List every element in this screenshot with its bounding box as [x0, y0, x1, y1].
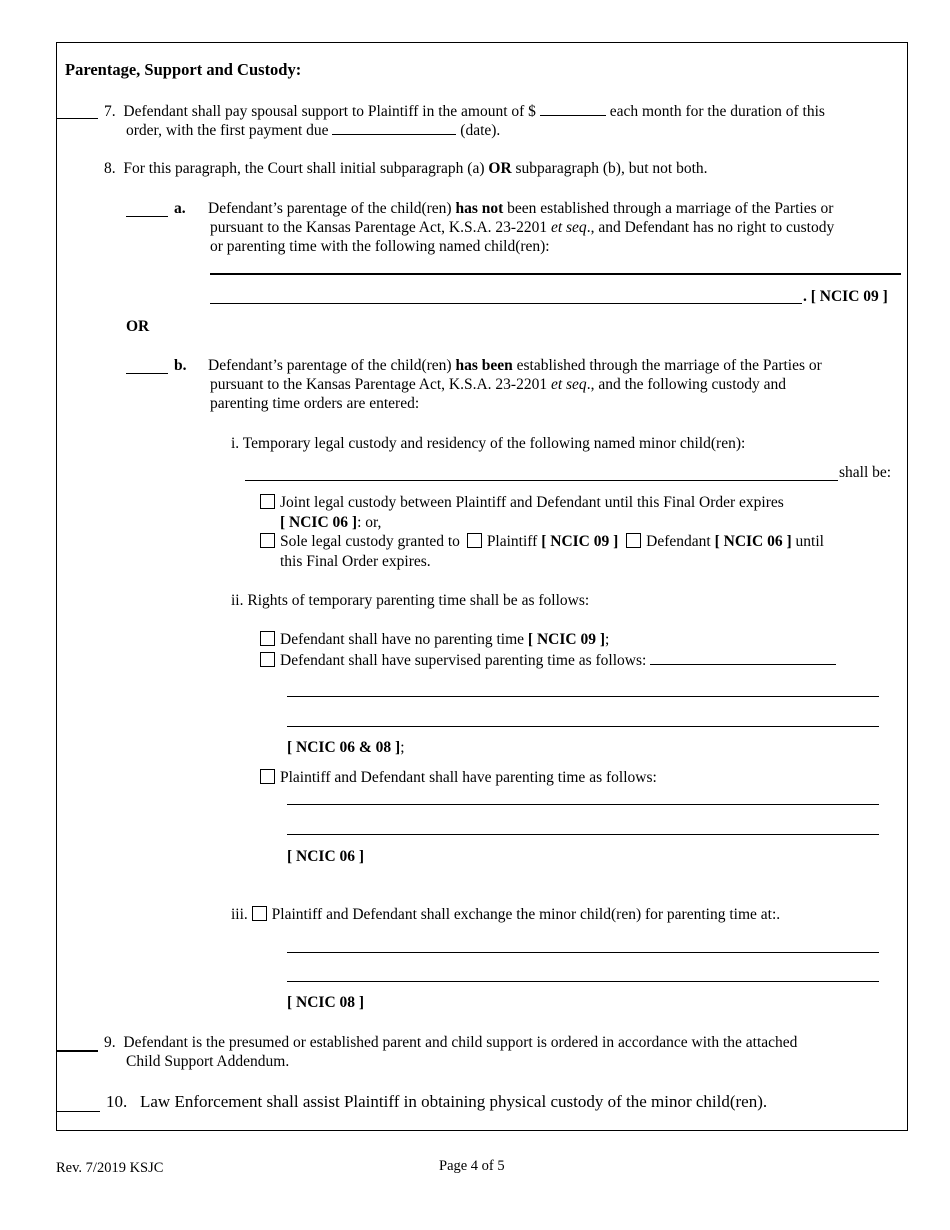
sole-custody-checkbox[interactable]	[260, 533, 275, 548]
no-parenting-row: Defendant shall have no parenting time [ NCIC 09 ];	[260, 630, 609, 649]
sole-defendant-checkbox[interactable]	[626, 533, 641, 548]
pa-label: a.	[174, 200, 186, 217]
supervised-line2[interactable]	[287, 726, 879, 727]
first-payment-date-field[interactable]	[332, 120, 456, 135]
pa-initial-line[interactable]	[126, 216, 168, 217]
footer-page-number: Page 4 of 5	[439, 1158, 505, 1174]
exchange-line1[interactable]	[287, 952, 879, 953]
supervised-row: Defendant shall have supervised parenting time as follows:	[260, 650, 836, 670]
pb-initial-line[interactable]	[126, 373, 168, 374]
pb-line1: Defendant’s parentage of the child(ren) has been established through the marriage of the Parties or	[208, 357, 822, 374]
p9-line1: 9. Defendant is the presumed or established parent and child support is ordered in accordance with the attached	[104, 1034, 798, 1051]
supervised-details-field[interactable]	[650, 650, 836, 665]
both-parenting-ncic: [ NCIC 06 ]	[287, 848, 365, 865]
p8-intro: 8. For this paragraph, the Court shall initial subparagraph (a) OR subparagraph (b), but not both.	[104, 160, 708, 177]
p9-initial-line[interactable]	[56, 1050, 98, 1052]
exchange-line2[interactable]	[287, 981, 879, 982]
sole-custody-row: Sole legal custody granted to Plaintiff [ NCIC 09 ] Defendant [ NCIC 06 ] until	[260, 532, 824, 551]
joint-custody-ncic: [ NCIC 06 ]: or,	[280, 514, 382, 531]
p10-text: 10. Law Enforcement shall assist Plaintiff in obtaining physical custody of the minor child(ren).	[106, 1092, 768, 1111]
footer-revision: Rev. 7/2019 KSJC	[56, 1160, 164, 1176]
or-label: OR	[126, 318, 150, 335]
custody-children-line[interactable]	[245, 480, 838, 481]
shall-be-label: shall be:	[839, 464, 892, 481]
pa-line3: or parenting time with the following named child(ren):	[210, 238, 550, 255]
exchange-row: iii. Plaintiff and Defendant shall exchange the minor child(ren) for parenting time at:.	[231, 906, 781, 923]
supervised-checkbox[interactable]	[260, 652, 275, 667]
spousal-amount-field[interactable]	[540, 101, 606, 116]
pa-line2: pursuant to the Kansas Parentage Act, K.S.A. 23-2201 et seq., and Defendant has no right to custody	[210, 219, 835, 236]
p7-line2: order, with the first payment due (date).	[126, 122, 501, 139]
both-parenting-row: Plaintiff and Defendant shall have parenting time as follows:	[260, 768, 657, 787]
no-parenting-checkbox[interactable]	[260, 631, 275, 646]
exchange-checkbox[interactable]	[252, 906, 267, 921]
p7-line1: 7. Defendant shall pay spousal support to Plaintiff in the amount of $ each month for the duration of this	[104, 103, 825, 120]
pb-label: b.	[174, 357, 187, 374]
supervised-ncic: [ NCIC 06 & 08 ];	[287, 739, 405, 756]
pb-line2: pursuant to the Kansas Parentage Act, K.S.A. 23-2201 et seq., and the following custody and	[210, 376, 787, 393]
custody-heading: i. Temporary legal custody and residency of the following named minor child(ren):	[231, 435, 746, 452]
pb-line3: parenting time orders are entered:	[210, 395, 420, 412]
both-parenting-checkbox[interactable]	[260, 769, 275, 784]
pa-children-line1[interactable]	[210, 273, 901, 275]
p10-initial-line[interactable]	[56, 1111, 100, 1112]
p7-initial-line[interactable]	[56, 118, 98, 119]
sole-custody-line2: this Final Order expires.	[280, 553, 431, 570]
both-parenting-line2[interactable]	[287, 834, 879, 835]
parenting-heading: ii. Rights of temporary parenting time shall be as follows:	[231, 592, 590, 609]
pa-ncic: . [ NCIC 09 ]	[803, 288, 888, 305]
section-title: Parentage, Support and Custody:	[65, 60, 302, 79]
pa-children-line2[interactable]	[210, 303, 802, 304]
both-parenting-line1[interactable]	[287, 804, 879, 805]
sole-plaintiff-checkbox[interactable]	[467, 533, 482, 548]
p7-number: 7.	[104, 103, 116, 120]
exchange-ncic: [ NCIC 08 ]	[287, 994, 365, 1011]
pa-line1: Defendant’s parentage of the child(ren) has not been established through a marriage of the Parties or	[208, 200, 834, 217]
joint-custody-checkbox[interactable]	[260, 494, 275, 509]
joint-custody-row: Joint legal custody between Plaintiff and Defendant until this Final Order expires	[260, 493, 784, 512]
p9-line2: Child Support Addendum.	[126, 1053, 290, 1070]
supervised-line1[interactable]	[287, 696, 879, 697]
